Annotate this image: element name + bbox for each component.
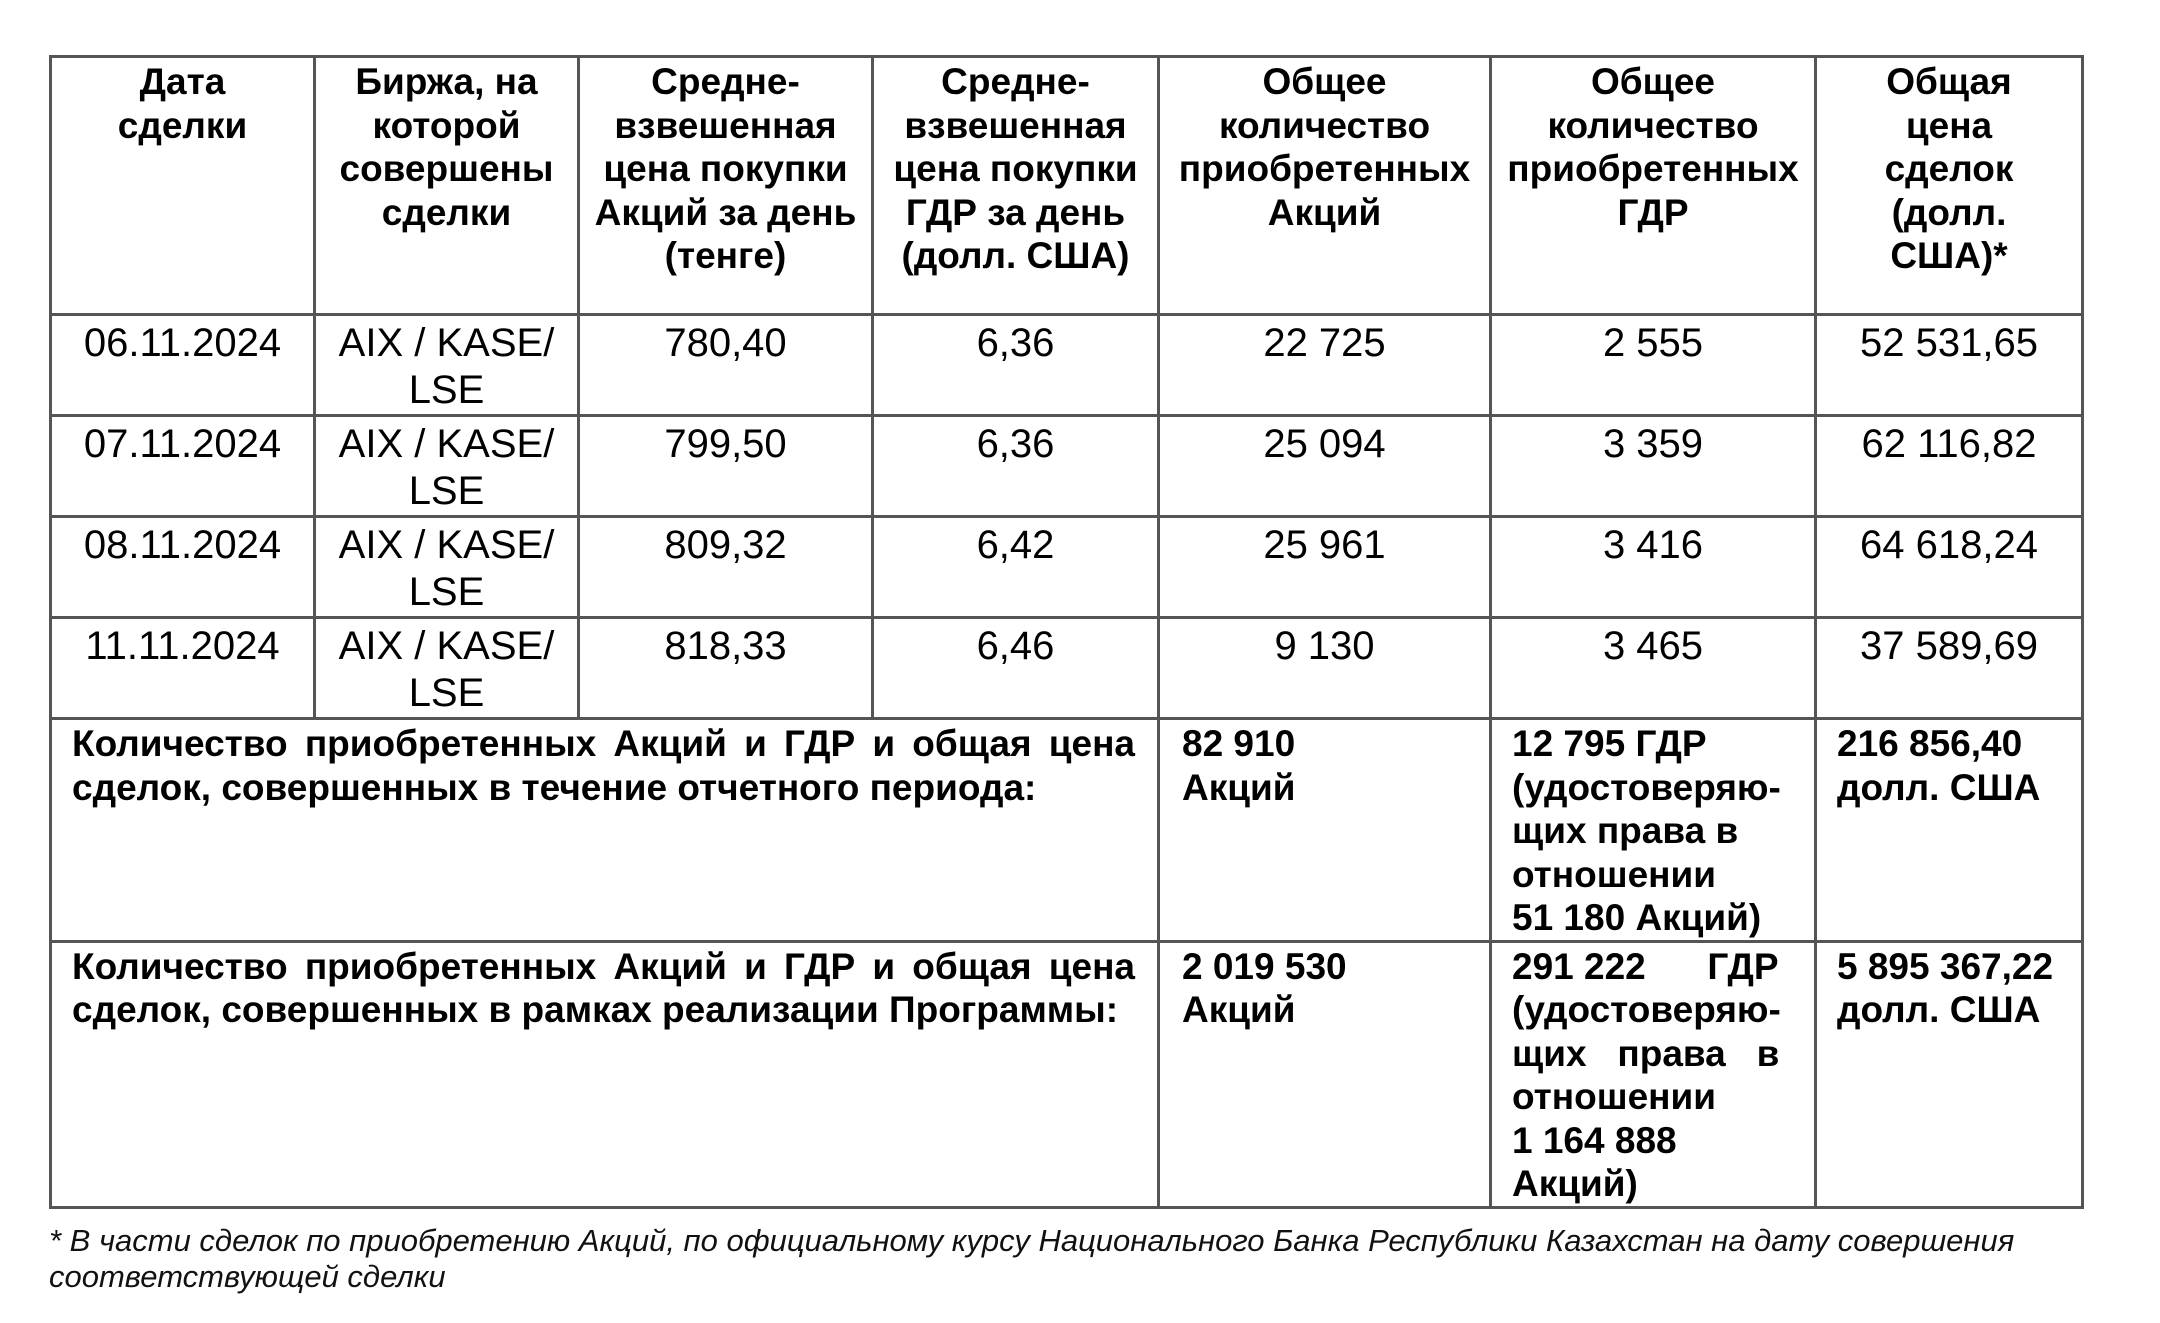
cell-gdrs-qty: 3 465 (1491, 618, 1816, 719)
column-header-gdr-price: Средне-взвешенная цена покупки ГДР за день (долл. США) (873, 57, 1159, 315)
cell-date: 11.11.2024 (51, 618, 315, 719)
program-totals-price: 5 895 367,22 долл. США (1816, 941, 2083, 1207)
cell-gdr-price: 6,36 (873, 416, 1159, 517)
cell-share-price: 818,33 (579, 618, 873, 719)
cell-date: 08.11.2024 (51, 517, 315, 618)
period-totals-shares: 82 910 Акций (1159, 719, 1491, 942)
period-totals-gdrs: 12 795 ГДР (удостоверяю- щих права в отношении 51 180 Акций) (1491, 719, 1816, 942)
cell-gdrs-qty: 3 416 (1491, 517, 1816, 618)
period-totals-row (51, 719, 2083, 942)
cell-exchange: AIX / KASE/ LSE (315, 517, 579, 618)
cell-gdr-price: 6,36 (873, 315, 1159, 416)
table-row (51, 618, 2083, 719)
cell-total-price: 62 116,82 (1816, 416, 2083, 517)
cell-total-price: 52 531,65 (1816, 315, 2083, 416)
cell-shares-qty: 22 725 (1159, 315, 1491, 416)
program-totals-shares: 2 019 530 Акций (1159, 941, 1491, 1207)
cell-exchange: AIX / KASE/ LSE (315, 315, 579, 416)
cell-shares-qty: 25 094 (1159, 416, 1491, 517)
program-totals-row (51, 941, 2083, 1207)
cell-total-price: 64 618,24 (1816, 517, 2083, 618)
period-totals-price: 216 856,40 долл. США (1816, 719, 2083, 942)
transactions-table (49, 55, 2084, 1209)
column-header-share-price: Средне-взвешенная цена покупки Акций за день (тенге) (579, 57, 873, 315)
column-header-gdrs-qty: Общее количество приобретенных ГДР (1491, 57, 1816, 315)
cell-date: 06.11.2024 (51, 315, 315, 416)
program-totals-label: Количество приобретенных Акций и ГДР и общая цена сделок, совершенных в рамках реализации Программы: (51, 941, 1159, 1207)
program-totals-gdrs: 291 222 ГДР (удостоверяю- щих права в отношении 1 164 888 Акций) (1491, 941, 1816, 1207)
cell-share-price: 809,32 (579, 517, 873, 618)
column-header-exchange: Биржа, на которой совершены сделки (315, 57, 579, 315)
cell-exchange: AIX / KASE/ LSE (315, 416, 579, 517)
table-row (51, 416, 2083, 517)
column-header-total-price: Общая цена сделок (долл. США)* (1816, 57, 2083, 315)
cell-gdr-price: 6,46 (873, 618, 1159, 719)
column-header-date: Дата сделки (51, 57, 315, 315)
cell-date: 07.11.2024 (51, 416, 315, 517)
cell-gdrs-qty: 2 555 (1491, 315, 1816, 416)
cell-share-price: 780,40 (579, 315, 873, 416)
footnote: * В части сделок по приобретению Акций, по официальному курсу Национального Банка Республики Казахстан на дату совершения соответствующей сделки (49, 1223, 2015, 1294)
cell-share-price: 799,50 (579, 416, 873, 517)
cell-total-price: 37 589,69 (1816, 618, 2083, 719)
table-row (51, 517, 2083, 618)
cell-gdr-price: 6,42 (873, 517, 1159, 618)
period-totals-label: Количество приобретенных Акций и ГДР и общая цена сделок, совершенных в течение отчетного периода: (51, 719, 1159, 942)
column-header-shares-qty: Общее количество приобретенных Акций (1159, 57, 1491, 315)
cell-exchange: AIX / KASE/ LSE (315, 618, 579, 719)
table-row (51, 315, 2083, 416)
cell-gdrs-qty: 3 359 (1491, 416, 1816, 517)
header-row (51, 57, 2083, 315)
cell-shares-qty: 25 961 (1159, 517, 1491, 618)
cell-shares-qty: 9 130 (1159, 618, 1491, 719)
